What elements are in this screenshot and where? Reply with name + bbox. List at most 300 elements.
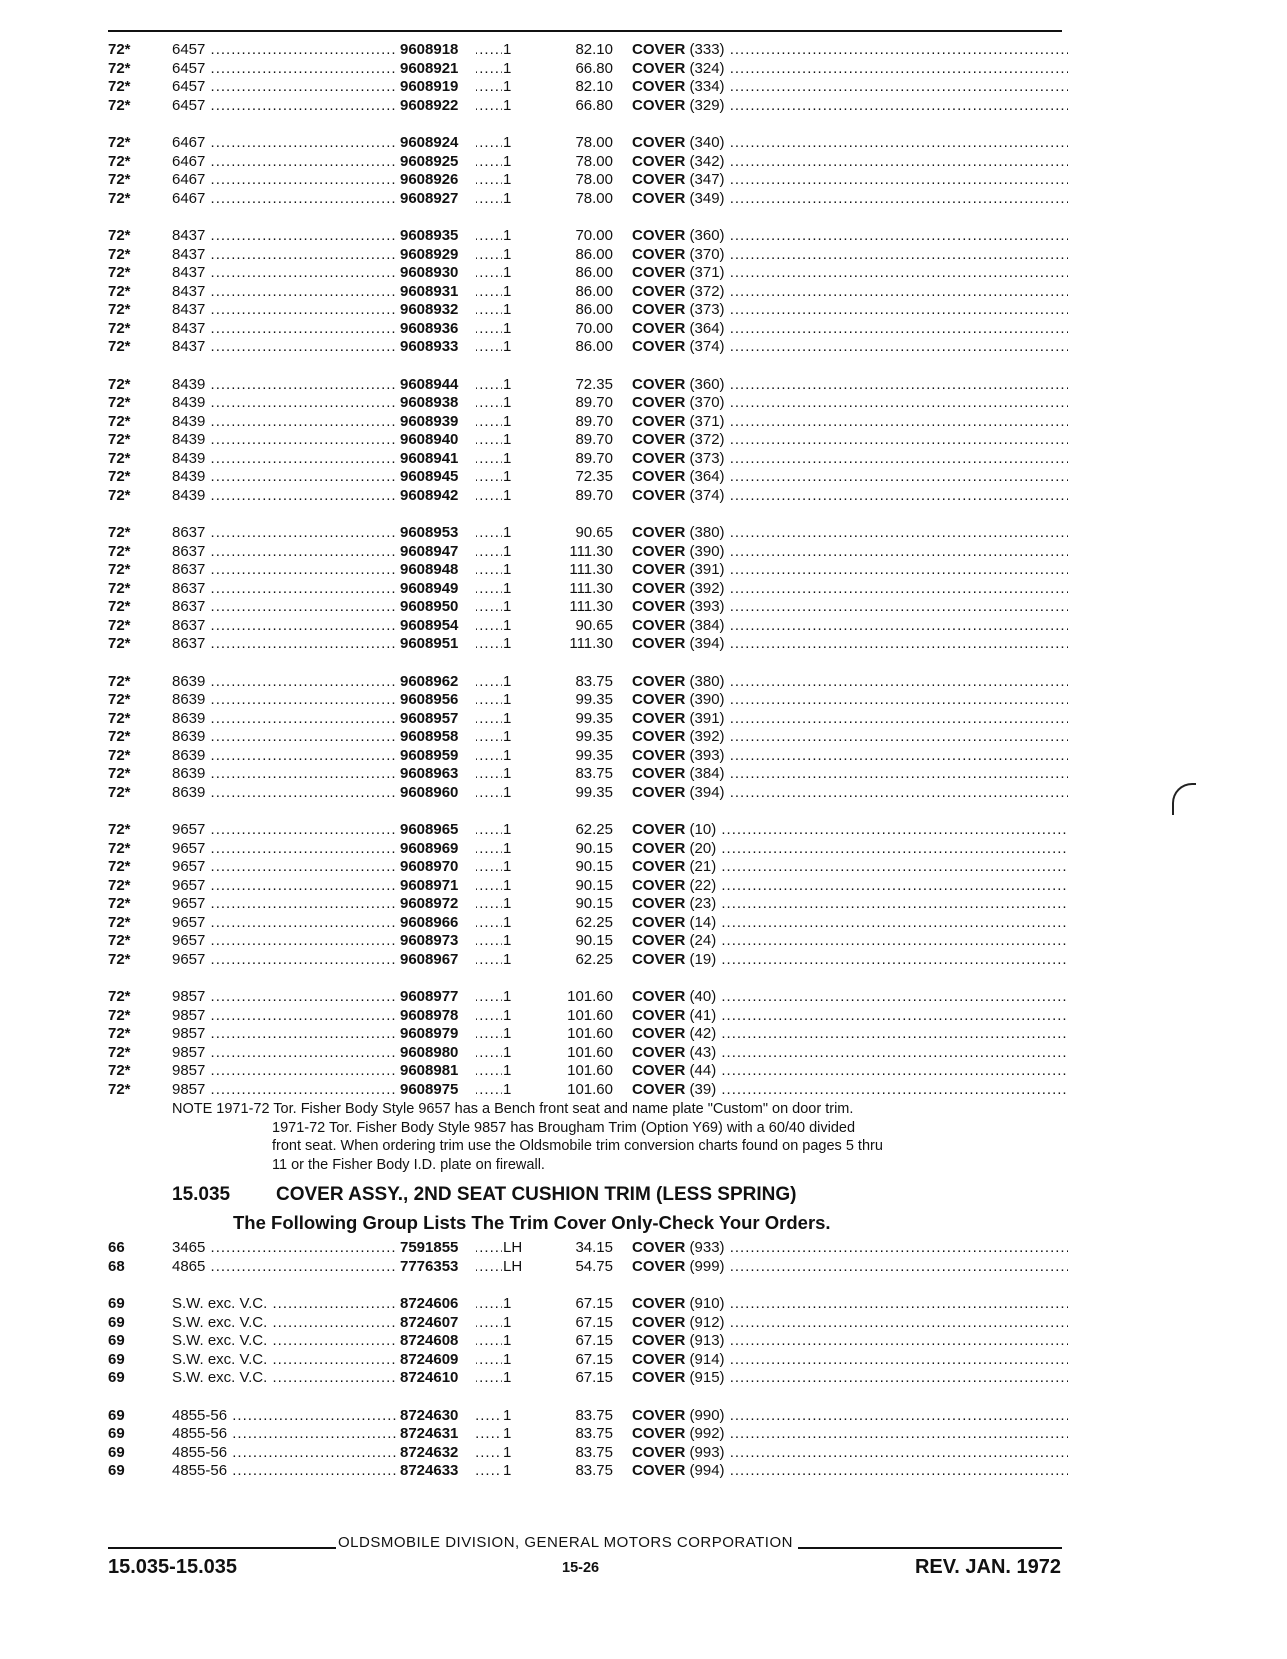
parts-catalog [108,41,1068,1500]
trim-code: (384) [689,765,725,782]
trim-code: (349) [689,189,725,207]
model-year: 72* [108,152,131,170]
description [632,561,1068,580]
table-row [108,988,1068,1007]
table-row [108,914,1068,933]
description [632,1314,1068,1333]
trim-code: (24) [689,932,717,949]
description [632,877,1068,896]
part-number: 8724631 [396,1425,476,1444]
price: 111.30 [569,598,613,615]
model-year: 72* [108,227,131,244]
description [632,691,1068,710]
description-label: COVER [632,1350,686,1368]
price: 90.15 [575,932,613,949]
description-label: COVER [632,542,686,560]
trim-code: (392) [689,579,725,597]
body-style: 8439 ..... [172,431,502,450]
table-row [108,524,1068,543]
description [632,450,1068,469]
price: 86.00 [575,264,613,281]
body-style: S.W. exc. V.C. ..... [172,1314,502,1333]
description-label: COVER [632,524,686,541]
price: 67.15 [575,1313,613,1331]
description [632,1295,1068,1314]
quantity: 1 [503,1080,512,1098]
model-year: 72* [108,876,131,894]
part-number: 9608926 [396,171,476,190]
description-label: COVER [632,96,686,114]
model-year: 68 [108,1257,125,1275]
description-label: COVER [632,394,686,411]
table-row [108,1081,1068,1100]
model-year: 72* [108,1080,131,1098]
description [632,153,1068,172]
model-year: 72* [108,412,131,430]
description-label: COVER [632,728,686,745]
quantity: 1 [503,1443,512,1461]
table-row [108,153,1068,172]
quantity: 1 [503,394,512,411]
price: 99.35 [575,728,613,745]
body-style: 9857 ..... [172,1044,502,1063]
trim-code: (40) [689,988,717,1005]
body-style: 8437 ..... [172,320,502,339]
table-row [108,617,1068,636]
price: 72.35 [575,468,613,485]
quantity: 1 [503,41,512,58]
table-row [108,1444,1068,1463]
body-style: 9857 ..... [172,1062,502,1081]
trim-code: (334) [689,78,725,95]
quantity: 1 [503,746,512,764]
description [632,376,1068,395]
margin-pen-mark [1172,783,1196,815]
model-year: 72* [108,1062,131,1079]
table-row [108,171,1068,190]
quantity: 1 [503,264,512,281]
description [632,134,1068,153]
part-number: 9608979 [396,1025,476,1044]
model-year: 72* [108,319,131,337]
body-style: 8639 ..... [172,747,502,766]
model-year: 72* [108,524,131,541]
price: 72.35 [575,375,613,393]
description [632,264,1068,283]
model-year: 72* [108,338,131,355]
model-year: 69 [108,1425,125,1442]
body-style: 6457 ..... [172,97,502,116]
description [632,97,1068,116]
body-style: 6457 ..... [172,41,502,60]
description-label: COVER [632,1257,686,1275]
price: 111.30 [569,635,613,652]
description-label: COVER [632,821,686,838]
table-row [108,1462,1068,1481]
price: 66.80 [575,96,613,114]
style-note [172,1100,1072,1174]
description [632,580,1068,599]
part-number: 9608930 [396,264,476,283]
body-style: 8639 ..... [172,765,502,784]
price: 83.75 [575,1406,613,1424]
description [632,1044,1068,1063]
price: 101.60 [567,1080,613,1098]
table-row [108,1007,1068,1026]
trim-code: (370) [689,394,725,411]
price: 78.00 [575,189,613,207]
table-row [108,1314,1068,1333]
note-line: 1971-72 Tor. Fisher Body Style 9857 has Brougham Trim (Option Y69) with a 60/40 divided [272,1119,856,1136]
part-number: 9608949 [396,580,476,599]
note-line: NOTE 1971-72 Tor. Fisher Body Style 9657 has a Bench front seat and name plate "Custom" on door trim. [172,1101,854,1117]
table-row [108,413,1068,432]
description-label: COVER [632,412,686,430]
body-style: 9657 ..... [172,914,502,933]
model-year: 72* [108,746,131,764]
price: 78.00 [575,134,613,151]
table-row [108,858,1068,877]
price: 83.75 [575,672,613,690]
table-row [108,468,1068,487]
price: 90.65 [575,616,613,634]
trim-code: (371) [689,264,725,281]
description-label: COVER [632,709,686,727]
body-style: 8639 ..... [172,784,502,803]
description-label: COVER [632,486,686,504]
model-year: 72* [108,672,131,690]
model-year: 72* [108,171,131,188]
table-row [108,1295,1068,1314]
table-row [108,227,1068,246]
model-year: 69 [108,1462,125,1479]
description [632,227,1068,246]
price: 111.30 [569,542,613,560]
trim-code: (360) [689,227,725,244]
table-row [108,580,1068,599]
quantity: 1 [503,301,512,318]
quantity: 1 [503,524,512,541]
table-row [108,561,1068,580]
body-style: 4855-56 ..... [172,1407,502,1426]
quantity: 1 [503,1462,512,1479]
model-year: 69 [108,1350,125,1368]
description [632,932,1068,951]
footer-rule-right [798,1547,1062,1549]
body-style: 8437 ..... [172,338,502,357]
description [632,524,1068,543]
model-year: 69 [108,1369,125,1386]
body-style: 8639 ..... [172,673,502,692]
model-year: 72* [108,858,131,875]
quantity: 1 [503,1425,512,1442]
description-label: COVER [632,1332,686,1349]
part-number: 9608939 [396,413,476,432]
quantity: 1 [503,319,512,337]
trim-code: (10) [689,821,717,838]
body-style: 8637 ..... [172,635,502,654]
description-label: COVER [632,1062,686,1079]
price: 101.60 [567,1062,613,1079]
table-row [108,338,1068,357]
quantity: 1 [503,152,512,170]
parts-group [108,134,1068,208]
quantity: 1 [503,486,512,504]
quantity: 1 [503,765,512,782]
trim-code: (390) [689,542,725,560]
quantity: 1 [503,876,512,894]
description-label: COVER [632,1313,686,1331]
trim-code: (41) [689,1006,717,1024]
part-number: 9608965 [396,821,476,840]
part-number: 9608919 [396,78,476,97]
quantity: 1 [503,189,512,207]
model-year: 72* [108,783,131,801]
body-style: 4855-56 ..... [172,1462,502,1481]
parts-group [108,988,1068,1099]
body-style: 8437 ..... [172,301,502,320]
model-year: 72* [108,449,131,467]
price: 89.70 [575,412,613,430]
price: 89.70 [575,431,613,448]
body-style: S.W. exc. V.C. ..... [172,1295,502,1314]
quantity: 1 [503,1350,512,1368]
description [632,190,1068,209]
part-number: 9608950 [396,598,476,617]
description [632,78,1068,97]
description [632,1444,1068,1463]
table-row [108,1044,1068,1063]
description [632,60,1068,79]
table-row [108,895,1068,914]
description [632,543,1068,562]
quantity: 1 [503,171,512,188]
trim-code: (329) [689,96,725,114]
part-number: 9608921 [396,60,476,79]
table-row [108,840,1068,859]
table-row [108,320,1068,339]
trim-code: (14) [689,913,717,931]
description [632,747,1068,766]
price: 111.30 [569,579,613,597]
model-year: 72* [108,616,131,634]
price: 78.00 [575,171,613,188]
table-row [108,728,1068,747]
trim-code: (391) [689,709,725,727]
section-title: COVER ASSY., 2ND SEAT CUSHION TRIM (LESS SPRING) [276,1184,797,1205]
body-style: 9657 ..... [172,858,502,877]
description [632,765,1068,784]
trim-code: (392) [689,728,725,745]
footer-rule-left [108,1547,338,1549]
part-number: 9608941 [396,450,476,469]
part-number: 7591855 [396,1239,476,1258]
description-label: COVER [632,895,686,912]
trim-code: (374) [689,338,725,355]
trim-code: (993) [689,1443,725,1461]
part-number: 9608960 [396,784,476,803]
quantity: 1 [503,375,512,393]
description-label: COVER [632,876,686,894]
description-label: COVER [632,1462,686,1479]
quantity: 1 [503,1043,512,1061]
model-year: 72* [108,431,131,448]
part-number: 8724633 [396,1462,476,1481]
price: 90.15 [575,895,613,912]
model-year: 72* [108,988,131,1005]
description [632,784,1068,803]
description [632,1332,1068,1351]
body-style: 8439 ..... [172,376,502,395]
trim-code: (22) [689,876,717,894]
model-year: 72* [108,1006,131,1024]
body-style: 4865 ..... [172,1258,502,1277]
part-number: 9608957 [396,710,476,729]
part-number: 9608945 [396,468,476,487]
description [632,598,1068,617]
model-year: 72* [108,1043,131,1061]
quantity: 1 [503,1295,512,1312]
part-number: 9608966 [396,914,476,933]
trim-code: (994) [689,1462,725,1479]
part-number: 9608970 [396,858,476,877]
description-label: COVER [632,579,686,597]
trim-code: (380) [689,672,725,690]
trim-code: (914) [689,1350,725,1368]
price: 101.60 [567,988,613,1005]
section-number: 15.035 [172,1184,231,1205]
model-year: 72* [108,932,131,949]
description [632,1081,1068,1100]
part-number: 9608953 [396,524,476,543]
top-rule [108,30,1062,32]
trim-code: (393) [689,746,725,764]
description [632,858,1068,877]
part-number: 8724610 [396,1369,476,1388]
quantity: LH [503,1257,523,1275]
description [632,673,1068,692]
parts-group [108,673,1068,803]
footer-page-number: 15-26 [562,1560,600,1576]
quantity: 1 [503,1062,512,1079]
table-row [108,821,1068,840]
description-label: COVER [632,78,686,95]
description [632,320,1068,339]
table-row [108,673,1068,692]
footer-corporation: OLDSMOBILE DIVISION, GENERAL MOTORS CORPORATION [338,1534,793,1551]
body-style: 9857 ..... [172,1081,502,1100]
table-row [108,301,1068,320]
part-number: 8724632 [396,1444,476,1463]
model-year: 72* [108,486,131,504]
quantity: 1 [503,282,512,300]
trim-code: (391) [689,561,725,578]
part-number: 9608977 [396,988,476,1007]
price: 101.60 [567,1043,613,1061]
quantity: 1 [503,561,512,578]
body-style: 9657 ..... [172,821,502,840]
parts-group [108,821,1068,969]
price: 89.70 [575,449,613,467]
quantity: 1 [503,728,512,745]
parts-groups-second-seat [108,1239,1068,1481]
price: 62.25 [575,913,613,931]
description [632,710,1068,729]
table-row [108,450,1068,469]
model-year: 72* [108,59,131,77]
price: 111.30 [569,561,613,578]
part-number: 9608942 [396,487,476,506]
trim-code: (373) [689,449,725,467]
quantity: 1 [503,839,512,857]
trim-code: (390) [689,691,725,708]
model-year: 72* [108,375,131,393]
model-year: 69 [108,1332,125,1349]
trim-code: (340) [689,134,725,151]
quantity: LH [503,1239,523,1256]
description-label: COVER [632,59,686,77]
part-number: 8724607 [396,1314,476,1333]
trim-code: (364) [689,468,725,485]
body-style: 8637 ..... [172,617,502,636]
description [632,1407,1068,1426]
quantity: 1 [503,932,512,949]
table-row [108,951,1068,970]
price: 89.70 [575,394,613,411]
body-style: 8637 ..... [172,561,502,580]
table-row [108,60,1068,79]
table-row [108,784,1068,803]
price: 62.25 [575,950,613,968]
table-row [108,932,1068,951]
body-style: 8437 ..... [172,283,502,302]
quantity: 1 [503,895,512,912]
table-row [108,394,1068,413]
part-number: 9608947 [396,543,476,562]
trim-code: (933) [689,1239,725,1256]
part-number: 9608932 [396,301,476,320]
description-label: COVER [632,338,686,355]
part-number: 9608981 [396,1062,476,1081]
price: 78.00 [575,152,613,170]
trim-code: (347) [689,171,725,188]
quantity: 1 [503,468,512,485]
price: 70.00 [575,319,613,337]
price: 86.00 [575,245,613,263]
trim-code: (393) [689,598,725,615]
model-year: 72* [108,245,131,263]
description [632,301,1068,320]
body-style: 8637 ..... [172,543,502,562]
quantity: 1 [503,858,512,875]
table-row [108,97,1068,116]
table-row [108,1258,1068,1277]
body-style: 6467 ..... [172,190,502,209]
table-row [108,283,1068,302]
body-style: 8437 ..... [172,227,502,246]
body-style: S.W. exc. V.C. ..... [172,1332,502,1351]
part-number: 9608931 [396,283,476,302]
description-label: COVER [632,839,686,857]
model-year: 66 [108,1239,125,1256]
trim-code: (380) [689,524,725,541]
part-number: 9608938 [396,394,476,413]
model-year: 72* [108,728,131,745]
description [632,487,1068,506]
description-label: COVER [632,1369,686,1386]
body-style: 8439 ..... [172,450,502,469]
quantity: 1 [503,96,512,114]
